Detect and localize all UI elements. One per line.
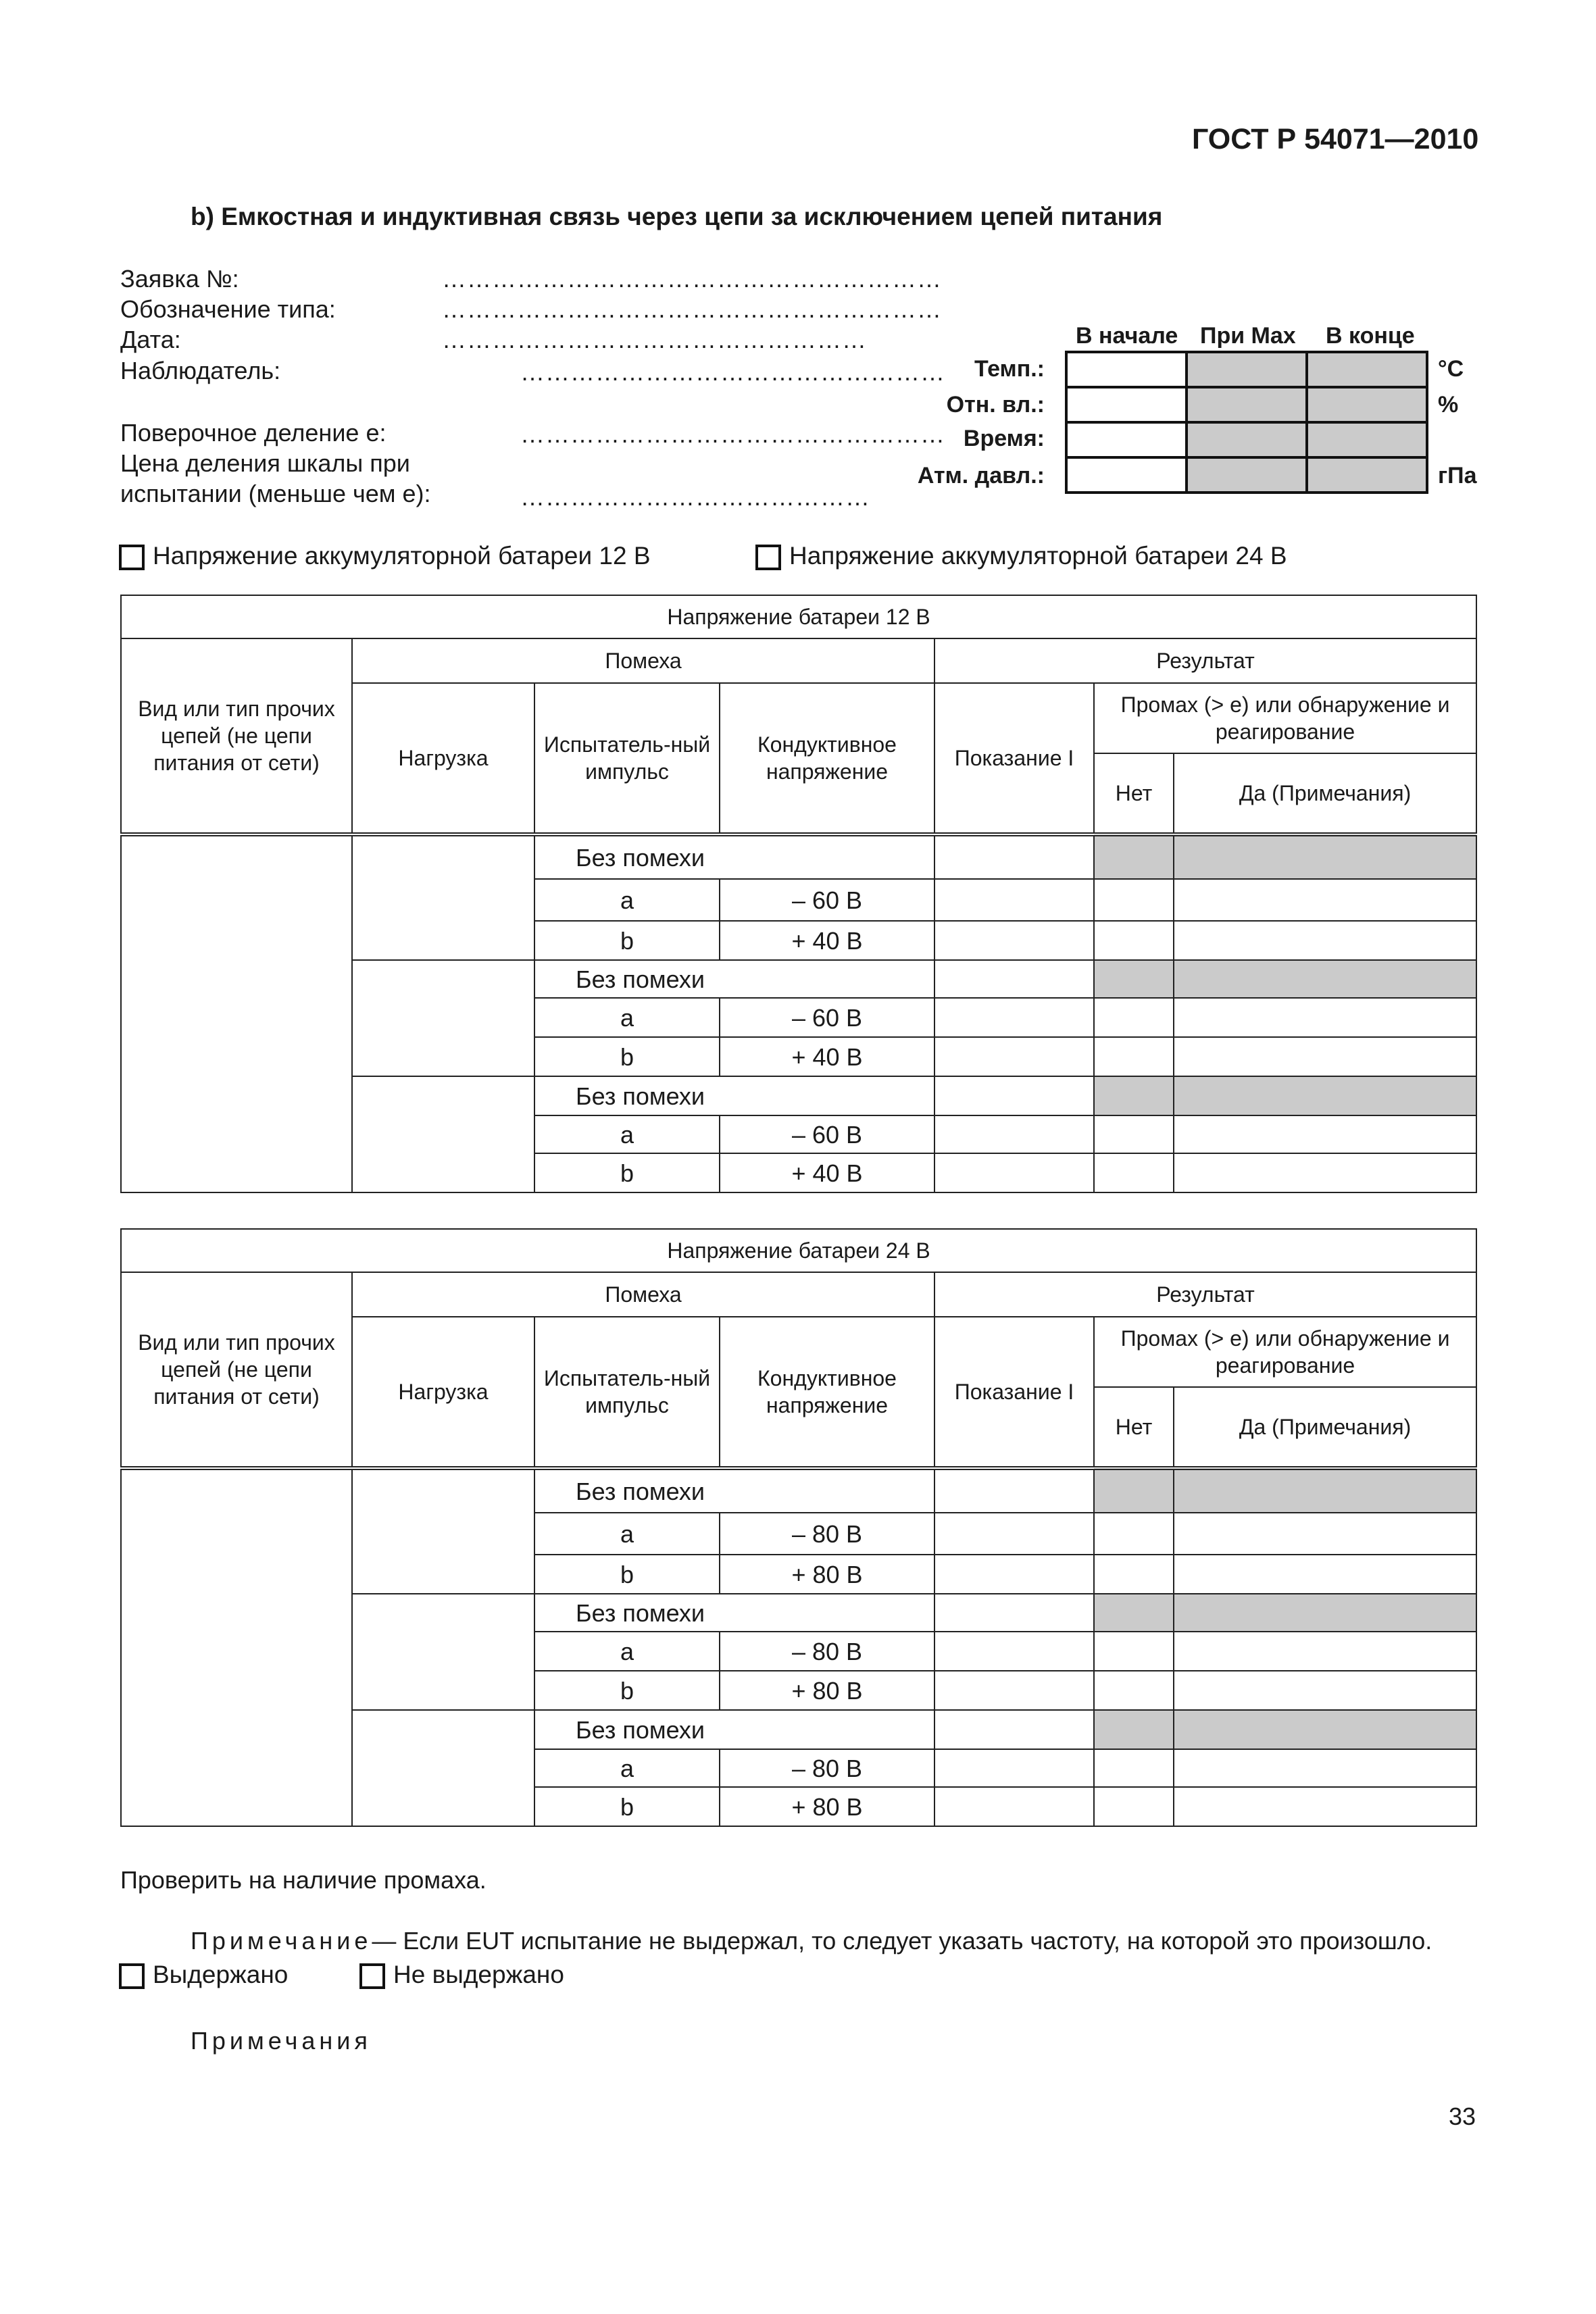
no-cell [1094,1710,1174,1749]
notes-heading: Примечания [191,2027,372,2055]
yes-cell [1174,1468,1476,1513]
env-temp-start[interactable] [1066,352,1187,387]
no-cell [1094,960,1174,998]
header-error-detection: Промах (> e) или обнаружение и реагирование [1094,683,1476,753]
env-col-end: В конце [1326,323,1415,349]
load-cell[interactable] [352,1076,534,1192]
passed-label: Выдержано [153,1961,289,1988]
env-time-start[interactable] [1066,422,1187,457]
yes-cell [1174,960,1476,998]
reading-cell[interactable] [934,879,1094,921]
observer-label: Наблюдатель: [120,357,281,384]
header-no: Нет [1094,1387,1174,1468]
voltage-b: + 40 В [720,1037,934,1076]
scale-interval-field[interactable]: …………………………………… [520,483,870,511]
yes-cell [1174,834,1476,879]
pulse-a: a [534,1632,720,1671]
voltage-b: + 80 В [720,1671,934,1710]
load-cell[interactable] [352,1468,534,1594]
date-label: Дата: [120,326,181,353]
env-humidity-max [1187,387,1307,422]
yes-cell[interactable] [1174,921,1476,960]
header-error-detection: Промах (> e) или обнаружение и реагирование [1094,1317,1476,1387]
env-time-max [1187,422,1307,457]
checkbox-12v-label: Напряжение аккумуляторной батареи 12 В [153,542,651,570]
env-humidity-start[interactable] [1066,387,1187,422]
reading-cell[interactable] [934,960,1094,998]
header-circuit-type: Вид или тип прочих цепей (не цепи питания от сети) [121,638,352,834]
without-disturbance: Без помехи [534,1468,934,1513]
yes-cell[interactable] [1174,1115,1476,1153]
header-no: Нет [1094,753,1174,834]
pulse-a: a [534,1513,720,1555]
circuit-type-cell[interactable] [121,834,352,1192]
env-humidity-end [1307,387,1427,422]
reading-cell[interactable] [934,1710,1094,1749]
voltage-b: + 40 В [720,921,934,960]
voltage-b: + 80 В [720,1787,934,1826]
circuit-type-cell[interactable] [121,1468,352,1826]
reading-cell[interactable] [934,1749,1094,1787]
yes-cell[interactable] [1174,879,1476,921]
table-row [121,1468,1476,1513]
yes-cell[interactable] [1174,1787,1476,1826]
yes-cell[interactable] [1174,1632,1476,1671]
voltage-a: – 80 В [720,1632,934,1671]
header-reading: Показание I [934,683,1094,834]
failed-row [359,1961,564,1989]
env-time-end [1307,422,1427,457]
env-pressure-max [1187,457,1307,493]
env-temp-label: Темп.: [974,356,1045,382]
env-temp-max [1187,352,1307,387]
env-unit-humidity: % [1438,392,1459,418]
no-cell[interactable] [1094,1671,1174,1710]
env-humidity-label: Отн. вл.: [946,392,1045,418]
pulse-b: b [534,1787,720,1826]
test-table-12v [120,595,1477,1193]
reading-cell[interactable] [934,1076,1094,1115]
header-load: Нагрузка [352,683,534,834]
header-test-pulse: Испытатель-ный импульс [534,683,720,834]
scale-interval-label-line2: испытании (меньше чем e): [120,480,431,507]
checkbox-24v[interactable] [755,545,781,570]
yes-cell[interactable] [1174,1749,1476,1787]
check-error-text: Проверить на наличие промаха. [120,1866,487,1894]
yes-cell [1174,1594,1476,1632]
env-row-humidity [1066,387,1427,422]
without-disturbance: Без помехи [534,1710,934,1749]
note-word: Примечание [191,1927,372,1955]
checkbox-12v[interactable] [119,545,145,570]
no-cell[interactable] [1094,921,1174,960]
env-row-time [1066,422,1427,457]
table-row [121,834,1476,879]
header-reading: Показание I [934,1317,1094,1468]
reading-cell[interactable] [934,1555,1094,1594]
note-paragraph [191,1927,1432,1955]
checkbox-24v-label: Напряжение аккумуляторной батареи 24 В [789,542,1287,570]
header-disturbance: Помеха [352,638,934,683]
reading-cell[interactable] [934,1671,1094,1710]
section-subtitle: b) Емкостная и индуктивная связь через цепи за исключением цепей питания [191,203,1163,230]
pulse-b: b [534,1555,720,1594]
env-pressure-label: Атм. давл.: [917,463,1045,488]
voltage-a: – 80 В [720,1749,934,1787]
header-conducted-voltage: Кондуктивное напряжение [720,683,934,834]
voltage-a: – 80 В [720,1513,934,1555]
env-col-start: В начале [1076,323,1178,349]
load-cell[interactable] [352,960,534,1076]
env-conditions-table [1065,351,1428,494]
scale-interval-label-line1: Цена деления шкалы при [120,449,410,477]
reading-cell[interactable] [934,1153,1094,1192]
load-cell[interactable] [352,834,534,960]
header-disturbance: Помеха [352,1272,934,1317]
env-unit-temp: °C [1438,356,1464,382]
verification-division-label: Поверочное деление e: [120,419,386,447]
voltage-b: + 40 В [720,1153,934,1192]
pulse-b: b [534,1671,720,1710]
reading-cell[interactable] [934,1468,1094,1513]
yes-cell[interactable] [1174,1153,1476,1192]
without-disturbance: Без помехи [534,1076,934,1115]
reading-cell[interactable] [934,1513,1094,1555]
no-cell [1094,834,1174,879]
reading-cell[interactable] [934,1787,1094,1826]
yes-cell[interactable] [1174,1671,1476,1710]
without-disturbance: Без помехи [534,1594,934,1632]
pulse-b: b [534,921,720,960]
env-col-max: При Max [1200,323,1296,349]
no-cell[interactable] [1094,1555,1174,1594]
load-cell[interactable] [352,1710,534,1826]
pulse-a: a [534,1115,720,1153]
no-cell[interactable] [1094,1749,1174,1787]
without-disturbance: Без помехи [534,834,934,879]
header-test-pulse: Испытатель-ный импульс [534,1317,720,1468]
voltage-a: – 60 В [720,998,934,1037]
env-row-temp [1066,352,1427,387]
table-title: Напряжение батареи 12 В [121,595,1476,638]
no-cell [1094,1076,1174,1115]
observer-field[interactable]: …………………………………………… [520,358,945,386]
type-designation-label: Обозначение типа: [120,295,336,323]
page-number: 33 [1448,2103,1476,2130]
voltage-a: – 60 В [720,879,934,921]
passed-row [119,1961,288,1989]
verification-division-field[interactable]: …………………………………………… [520,420,945,448]
reading-cell[interactable] [934,921,1094,960]
env-unit-pressure: гПа [1438,463,1477,488]
env-row-pressure [1066,457,1427,493]
pulse-b: b [534,1037,720,1076]
reading-cell[interactable] [934,1632,1094,1671]
no-cell[interactable] [1094,1632,1174,1671]
test-table-24v [120,1228,1477,1827]
table-title: Напряжение батареи 24 В [121,1229,1476,1272]
reading-cell[interactable] [934,998,1094,1037]
env-time-label: Время: [963,426,1045,451]
checkbox-24v-row [755,542,1287,570]
reading-cell[interactable] [934,1037,1094,1076]
header-conducted-voltage: Кондуктивное напряжение [720,1317,934,1468]
note-text: — Если EUT испытание не выдержал, то следует указать частоту, на которой это произошло. [372,1927,1432,1955]
standard-number: ГОСТ Р 54071—2010 [1192,123,1479,155]
no-cell [1094,1468,1174,1513]
header-load: Нагрузка [352,1317,534,1468]
yes-cell[interactable] [1174,998,1476,1037]
header-circuit-type: Вид или тип прочих цепей (не цепи питания от сети) [121,1272,352,1468]
reading-cell[interactable] [934,1594,1094,1632]
checkbox-12v-row [119,542,651,570]
env-temp-end [1307,352,1427,387]
type-designation-field[interactable]: …………………………………………………… [442,295,942,323]
checkbox-passed[interactable] [119,1963,145,1989]
application-label: Заявка №: [120,265,239,293]
no-cell[interactable] [1094,1037,1174,1076]
no-cell[interactable] [1094,1115,1174,1153]
date-field[interactable]: …………………………………………… [442,326,867,353]
reading-cell[interactable] [934,1115,1094,1153]
header-yes-notes: Да (Примечания) [1174,753,1476,834]
header-result: Результат [934,638,1476,683]
yes-cell[interactable] [1174,1037,1476,1076]
no-cell[interactable] [1094,879,1174,921]
application-field[interactable]: …………………………………………………… [442,265,942,293]
no-cell [1094,1594,1174,1632]
failed-label: Не выдержано [393,1961,564,1988]
yes-cell[interactable] [1174,1555,1476,1594]
pulse-a: a [534,998,720,1037]
no-cell[interactable] [1094,1787,1174,1826]
voltage-b: + 80 В [720,1555,934,1594]
checkbox-failed[interactable] [359,1963,385,1989]
header-result: Результат [934,1272,1476,1317]
no-cell[interactable] [1094,998,1174,1037]
without-disturbance: Без помехи [534,960,934,998]
yes-cell [1174,1710,1476,1749]
pulse-a: a [534,879,720,921]
env-pressure-end [1307,457,1427,493]
pulse-b: b [534,1153,720,1192]
yes-cell[interactable] [1174,1513,1476,1555]
env-pressure-start[interactable] [1066,457,1187,493]
no-cell[interactable] [1094,1153,1174,1192]
header-yes-notes: Да (Примечания) [1174,1387,1476,1468]
yes-cell [1174,1076,1476,1115]
voltage-a: – 60 В [720,1115,934,1153]
load-cell[interactable] [352,1594,534,1710]
pulse-a: a [534,1749,720,1787]
reading-cell[interactable] [934,834,1094,879]
no-cell[interactable] [1094,1513,1174,1555]
